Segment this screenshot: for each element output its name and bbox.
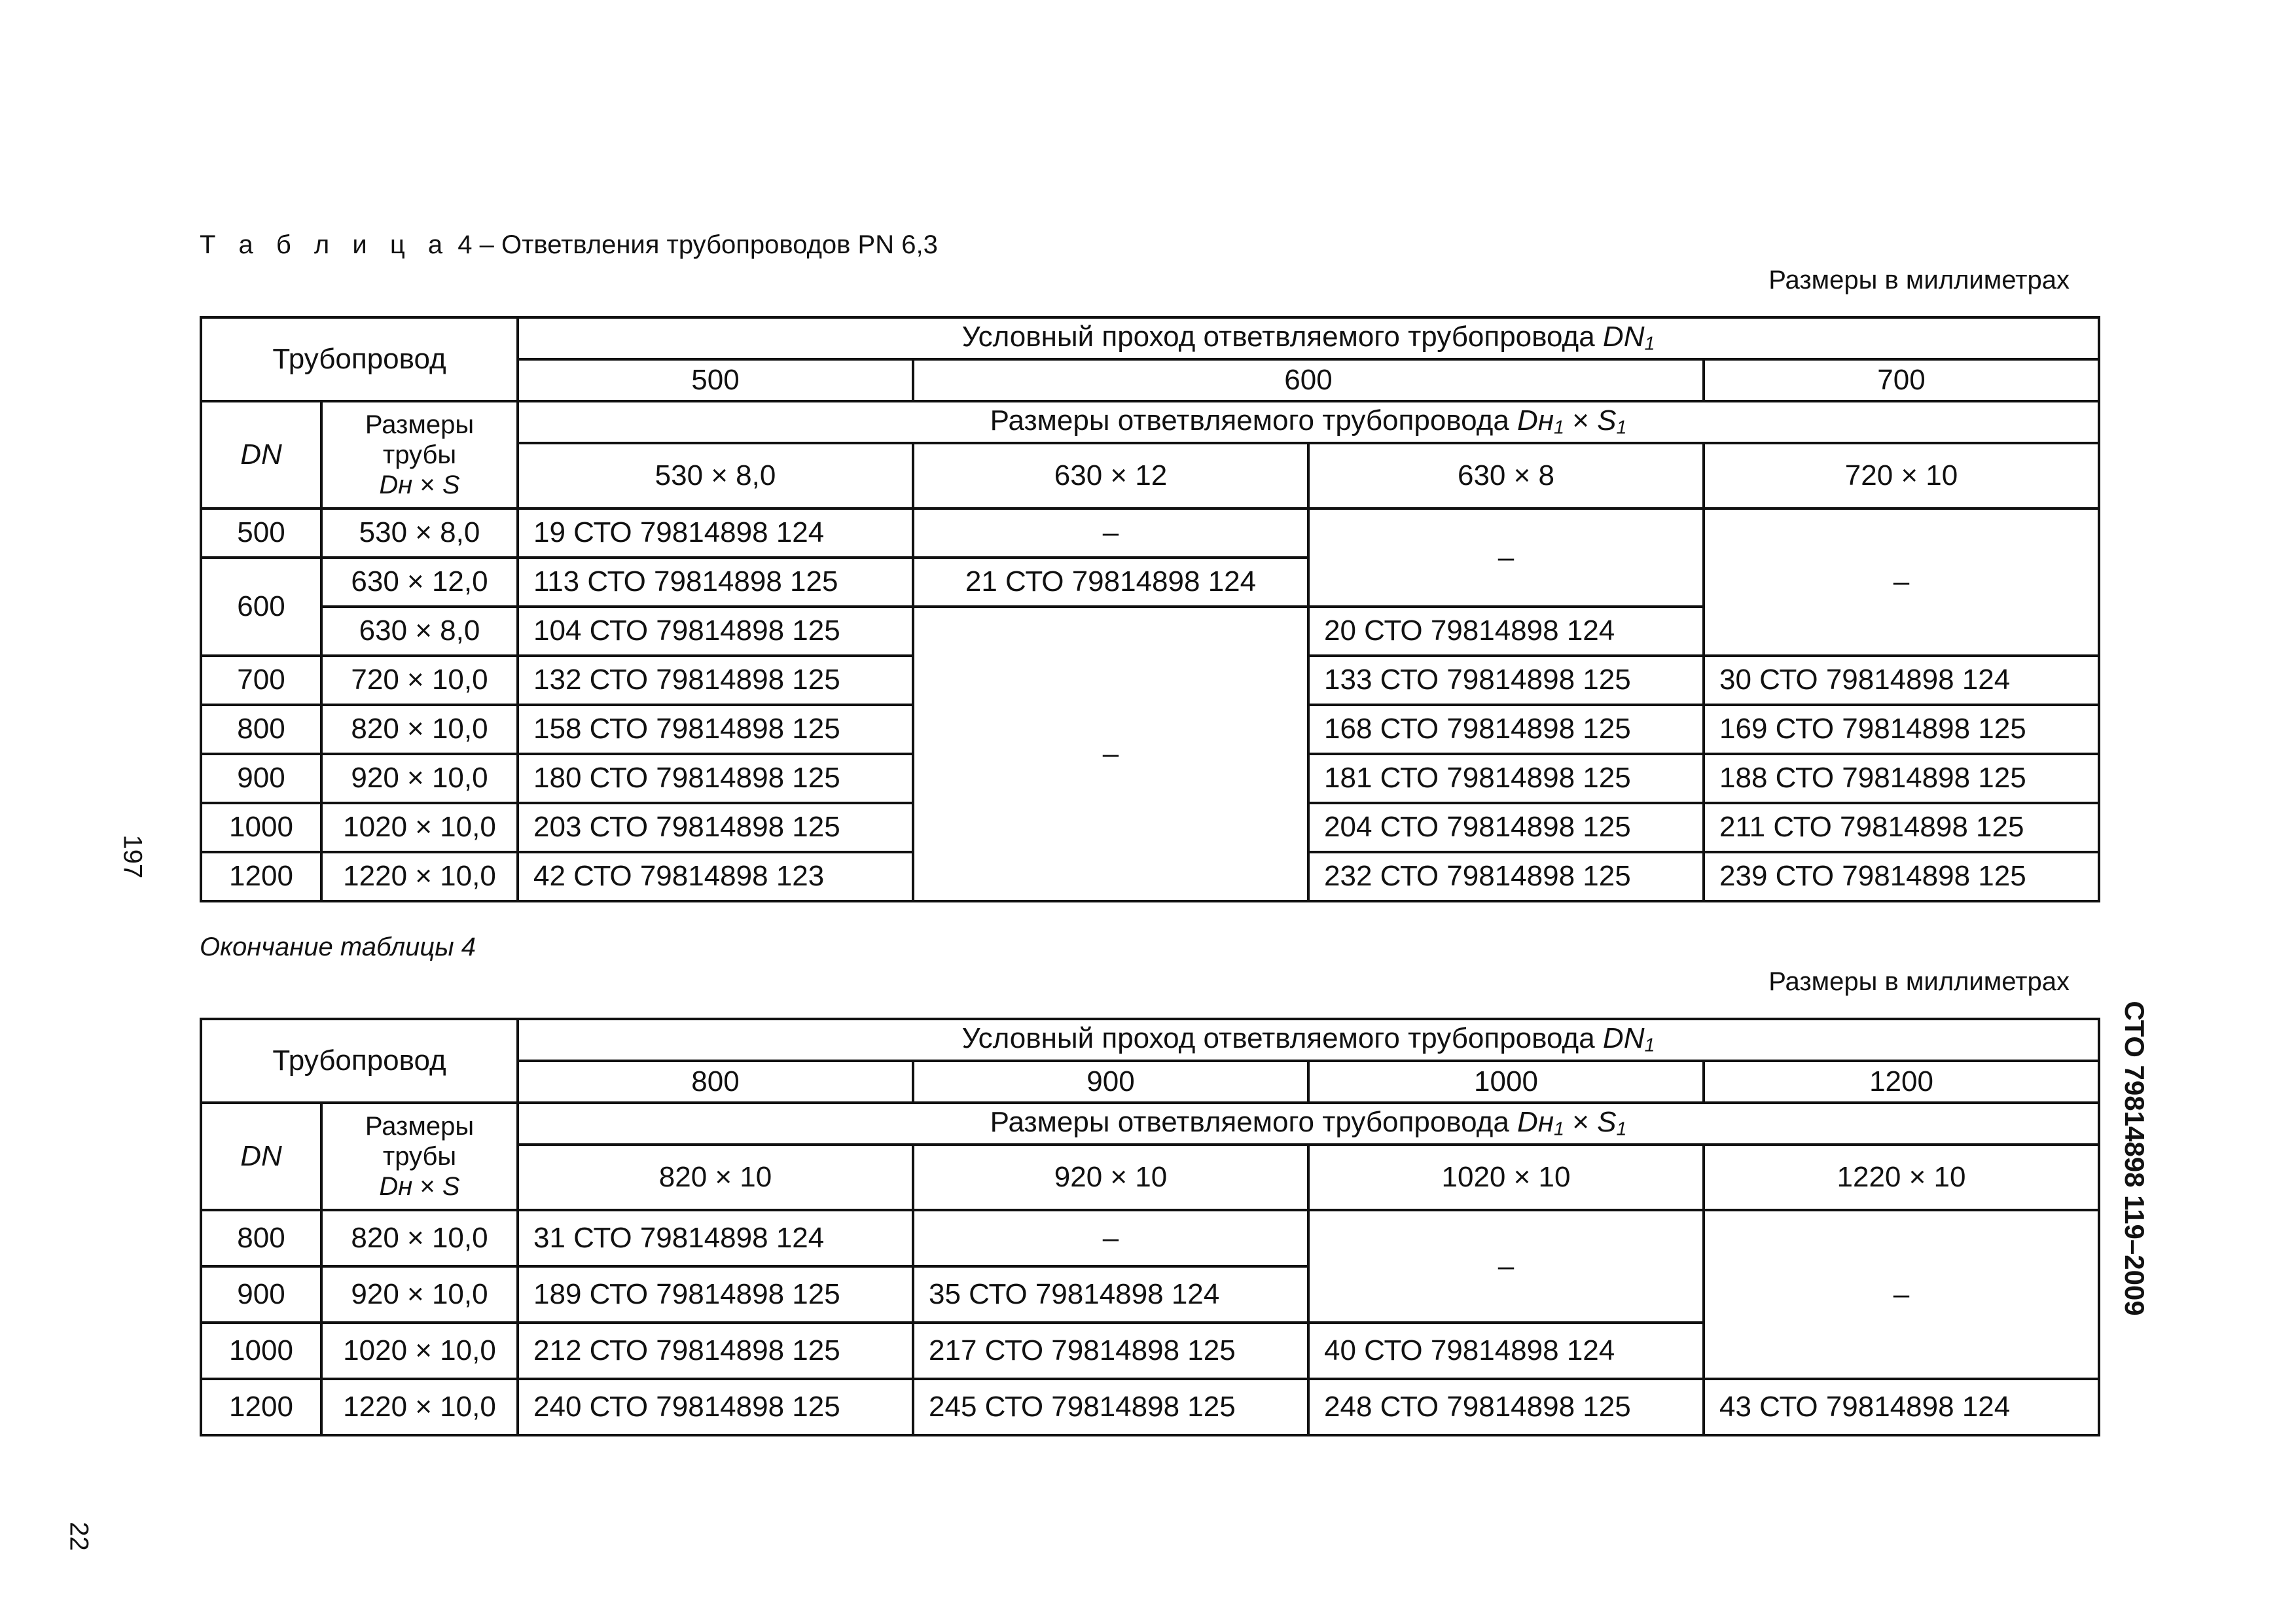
table1-branch-header: [518, 401, 2099, 443]
row-ref-c3: 20 СТО 79814898 124: [1308, 607, 1704, 656]
row-ref-c3: 133 СТО 79814898 125: [1308, 656, 1704, 705]
row-size: 630 × 12,0: [321, 558, 518, 607]
table2-nominal-header: [518, 1019, 2099, 1061]
row-size: 630 × 8,0: [321, 607, 518, 656]
row-dn: 800: [201, 1210, 321, 1266]
row-size: 530 × 8,0: [321, 508, 518, 558]
row-ref-c3: 181 СТО 79814898 125: [1308, 754, 1704, 803]
table2-units: Размеры в миллиметрах: [1768, 967, 2070, 996]
merged-dash-c4: –: [1704, 1210, 2099, 1379]
table1: [200, 316, 2100, 902]
row-ref-c2: 245 СТО 79814898 125: [913, 1379, 1308, 1435]
table1-dn-700: 700: [1704, 359, 2099, 401]
row-ref-c4: 211 СТО 79814898 125: [1704, 803, 2099, 852]
branch-sym-b: S: [1597, 1106, 1617, 1139]
row-ref-c2: 21 СТО 79814898 124: [913, 558, 1308, 607]
table1-pipeline-header: Трубопровод: [201, 317, 518, 401]
pipe-size-sym-a: Dн: [379, 471, 413, 499]
branch-sym-a: Dн: [1517, 404, 1554, 437]
nominal-prefix: Условный проход ответвляемого трубопровода: [961, 321, 1595, 353]
pipe-size-formula: [327, 470, 512, 500]
table1-header-row-3: [201, 401, 2099, 443]
table1-caption: [200, 230, 938, 260]
nominal-symbol: DN: [1602, 1022, 1645, 1055]
table1-size-col-4: 720 × 10: [1704, 443, 2099, 508]
row-size: 1220 × 10,0: [321, 1379, 518, 1435]
pipe-size-sym-b: S: [442, 1172, 460, 1201]
table2-branch-header: [518, 1103, 2099, 1145]
table2-header-row-1: [201, 1019, 2099, 1061]
branch-sub-b: 1: [1616, 1119, 1627, 1141]
table1-caption-label: Т а б л и ц а: [200, 230, 451, 259]
table2-size-col-4: 1220 × 10: [1704, 1145, 2099, 1210]
table1-dn-600: 600: [913, 359, 1704, 401]
merged-dash-c4: –: [1704, 508, 2099, 656]
table2-size-col-1: 820 × 10: [518, 1145, 913, 1210]
row-ref-c4: 30 СТО 79814898 124: [1704, 656, 2099, 705]
branch-times: ×: [1572, 404, 1589, 437]
table2-pipeline-header: Трубопровод: [201, 1019, 518, 1103]
table1-dn-500: 500: [518, 359, 913, 401]
table2-size-col-3: 1020 × 10: [1308, 1145, 1704, 1210]
row-dn: 600: [201, 558, 321, 656]
row-ref-c2: 35 СТО 79814898 124: [913, 1266, 1308, 1323]
row-size: 1220 × 10,0: [321, 852, 518, 901]
row-ref-c1: 19 СТО 79814898 124: [518, 508, 913, 558]
branch-prefix: Размеры ответвляемого трубопровода: [990, 404, 1509, 437]
row-size: 1020 × 10,0: [321, 1323, 518, 1379]
pipe-size-times: ×: [420, 1172, 435, 1201]
row-ref-c4: 43 СТО 79814898 124: [1704, 1379, 2099, 1435]
row-ref-c4: 239 СТО 79814898 125: [1704, 852, 2099, 901]
table-row: [201, 1379, 2099, 1435]
branch-times: ×: [1572, 1106, 1589, 1139]
table2-caption: Окончание таблицы 4: [200, 933, 476, 961]
row-ref-c1: 132 СТО 79814898 125: [518, 656, 913, 705]
merged-dash-c2: –: [913, 607, 1308, 901]
branch-sub-a: 1: [1554, 418, 1564, 439]
pipe-size-sym-a: Dн: [379, 1172, 413, 1201]
branch-sym-b: S: [1597, 404, 1617, 437]
row-dn: 800: [201, 705, 321, 754]
branch-sub-b: 1: [1616, 418, 1627, 439]
branch-sub-a: 1: [1554, 1119, 1564, 1141]
row-ref-c1: 104 СТО 79814898 125: [518, 607, 913, 656]
row-ref-c1: 31 СТО 79814898 124: [518, 1210, 913, 1266]
nominal-prefix: Условный проход ответвляемого трубопровода: [961, 1022, 1595, 1055]
row-dn: 1200: [201, 1379, 321, 1435]
row-dn: 700: [201, 656, 321, 705]
page-number: 22: [64, 1522, 94, 1551]
table2-size-col-2: 920 × 10: [913, 1145, 1308, 1210]
row-ref-c1: 212 СТО 79814898 125: [518, 1323, 913, 1379]
row-size: 1020 × 10,0: [321, 803, 518, 852]
table1-dn-header: DN: [201, 401, 321, 508]
pipe-size-times: ×: [420, 471, 435, 499]
row-dn: 1000: [201, 803, 321, 852]
row-dn: 1200: [201, 852, 321, 901]
nominal-symbol: DN: [1602, 321, 1645, 353]
table1-nominal-header: [518, 317, 2099, 359]
merged-dash-c3: –: [1308, 1210, 1704, 1323]
table2-dn-1000: 1000: [1308, 1061, 1704, 1103]
merged-dash-c3: –: [1308, 508, 1704, 607]
row-size: 820 × 10,0: [321, 705, 518, 754]
table2-dn-header: DN: [201, 1103, 321, 1210]
table2: [200, 1018, 2100, 1436]
row-dn: 500: [201, 508, 321, 558]
branch-sym-a: Dн: [1517, 1106, 1554, 1139]
nominal-subscript: 1: [1644, 334, 1655, 355]
row-ref-c3: 232 СТО 79814898 125: [1308, 852, 1704, 901]
pipe-size-line2: трубы: [382, 440, 457, 469]
row-dn: 1000: [201, 1323, 321, 1379]
row-dn: 900: [201, 754, 321, 803]
table-row: [201, 508, 2099, 558]
pipe-size-formula: [327, 1171, 512, 1202]
table1-caption-text: 4 – Ответвления трубопроводов PN 6,3: [457, 230, 938, 259]
table2-dn-800: 800: [518, 1061, 913, 1103]
pipe-size-line1: Размеры: [365, 410, 475, 439]
table2-header-row-3: [201, 1103, 2099, 1145]
table2-dn-1200: 1200: [1704, 1061, 2099, 1103]
row-size: 920 × 10,0: [321, 1266, 518, 1323]
table2-pipe-size-header: [321, 1103, 518, 1210]
table1-pipe-size-header: [321, 401, 518, 508]
table1-size-col-1: 530 × 8,0: [518, 443, 913, 508]
row-ref-c2: –: [913, 1210, 1308, 1266]
pipe-size-line1: Размеры: [365, 1112, 475, 1141]
row-size: 720 × 10,0: [321, 656, 518, 705]
table-row: [201, 1210, 2099, 1266]
nominal-subscript: 1: [1644, 1035, 1655, 1057]
table1-size-col-2: 630 × 12: [913, 443, 1308, 508]
branch-prefix: Размеры ответвляемого трубопровода: [990, 1106, 1509, 1139]
row-size: 820 × 10,0: [321, 1210, 518, 1266]
row-ref-c4: 169 СТО 79814898 125: [1704, 705, 2099, 754]
table1-units: Размеры в миллиметрах: [1768, 266, 2070, 294]
pipe-size-sym-b: S: [442, 471, 460, 499]
row-ref-c1: 113 СТО 79814898 125: [518, 558, 913, 607]
row-ref-c3: 168 СТО 79814898 125: [1308, 705, 1704, 754]
row-ref-c1: 42 СТО 79814898 123: [518, 852, 913, 901]
row-ref-c1: 203 СТО 79814898 125: [518, 803, 913, 852]
table1-size-col-3: 630 × 8: [1308, 443, 1704, 508]
margin-page-number: 197: [118, 834, 147, 879]
row-size: 920 × 10,0: [321, 754, 518, 803]
row-dn: 900: [201, 1266, 321, 1323]
row-ref-c3: 40 СТО 79814898 124: [1308, 1323, 1704, 1379]
table2-dn-900: 900: [913, 1061, 1308, 1103]
row-ref-c2: 217 СТО 79814898 125: [913, 1323, 1308, 1379]
table1-header-row-1: [201, 317, 2099, 359]
row-ref-c2: –: [913, 508, 1308, 558]
row-ref-c1: 158 СТО 79814898 125: [518, 705, 913, 754]
document-code: СТО 79814898 119–2009: [2119, 1001, 2150, 1316]
row-ref-c1: 180 СТО 79814898 125: [518, 754, 913, 803]
row-ref-c4: 188 СТО 79814898 125: [1704, 754, 2099, 803]
row-ref-c1: 189 СТО 79814898 125: [518, 1266, 913, 1323]
row-ref-c1: 240 СТО 79814898 125: [518, 1379, 913, 1435]
pipe-size-line2: трубы: [382, 1142, 457, 1171]
row-ref-c3: 204 СТО 79814898 125: [1308, 803, 1704, 852]
row-ref-c3: 248 СТО 79814898 125: [1308, 1379, 1704, 1435]
